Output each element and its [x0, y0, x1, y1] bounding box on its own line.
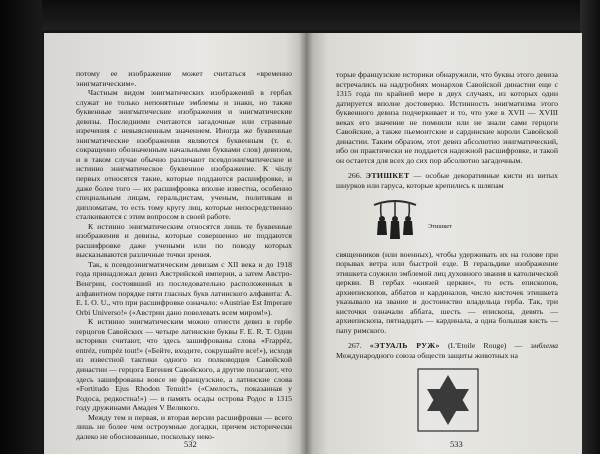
paragraph: Между тем и первая, и вторая версии расшифровки — всего лишь не более чем остроумные догадки, причем исторически далеко не обоснованные, поскольку неко- — [76, 412, 292, 441]
entry-headword: ЭТИШКЕТ — [365, 171, 410, 181]
paragraph: торые французские историки обнаружили, что буквы этого девиза встречались на надгробиях монархов Савойской династии еще с 1315 года по крайней мере в двух случаях, из которых один датируется вполне достоверно. Истинность энигматизма этого буквенного девиза подчеркивает и то, что уже в XVII — XVIII веках его значение не помнили или не знали сами герцоги Савойские, а также пьемонтские и сардинские короли Савойской династии. Таким образом, этот девиз абсолютно энигматический, ибо он практически не поддается надежной расшифровке, и такой он остается для всех до сих пор абсолютно загадочным. — [336, 70, 558, 165]
entry-headword: «ЭТУАЛЬ РУЖ» — [369, 341, 440, 351]
entry-body: (L'Etoile Rouge) — — [447, 341, 523, 351]
right-page — [306, 33, 582, 454]
entry-number: 266. — [348, 171, 362, 181]
entry-number: 267. — [348, 341, 362, 351]
figure-red-star — [336, 367, 558, 437]
right-page-text — [336, 70, 558, 437]
entry-body: — особые декоративные кисти из витых шнурков или гаруса, которые крепились к шляпам — [336, 171, 558, 191]
scan-background-left — [0, 0, 42, 454]
left-page — [44, 33, 306, 454]
paragraph: К истинно энигматическим можно отнести девиз в гербе герцогов Савойских — четыре латинские буквы F. E. R. T. Одни историки считают, что здесь зашифрованы слова «Frappéz, entréz, rompéz tout!» («Бейте, входите, сокрушайте все!»), исходя из известной тактики одного из полководцев Савойской династии — герцога Евгения Савойского, а другие полагают, что здесь зашифрованы вовсе не французские, а латинские слова «Fortitudo Ejus Rhodon Tenuit!» («Смелость, показанная у Родоса, редкостна!») — в память осады острова Родос в 1315 году дружинами Амадея V Великого. — [76, 317, 293, 413]
figure-caption: Этишкет — [428, 222, 452, 230]
page-number-right: 533 — [450, 439, 463, 449]
scan-background-top — [0, 0, 600, 30]
paragraph: потому ее изображение может считаться «временно энигматическим». — [76, 69, 292, 88]
figure-etishket — [336, 197, 558, 245]
entry-body: Международного союза обществ защиты животных на — [336, 351, 518, 361]
paragraph: Так, к псевдоэнигматическим девизам с XII века и до 1918 года принадлежал девиз Австрийской империи, а затем Австро-Венгрии, состоявший из последовательно расположенных в алфавитном порядке пяти гласных букв латинского алфавита: A. E. I. O. U., что при расшифровке означало: «Austriae Est Imperare Orbi Universo!» («Австрии дано повелевать всем миром!»). — [76, 259, 292, 317]
paragraph: священников (или военных), чтобы удерживать их на голове при порывах ветра или быстрой езде. В геральдике изображение этишкета служило эмблемой лиц духовного звания в католической церкви. В гербах «князей церкви», то есть епископов, архиепископов, аббатов и кардиналов, число кисточек этишкета указывало на звание и достоинство владельца герба. Так, три кисточки означали аббата, шесть — епископа, девять — архиепископа, пятнадцать — кардинала, а одна большая кисть — папу римского. — [336, 249, 559, 335]
star-of-david-icon — [416, 367, 480, 433]
book-gutter-shadow — [299, 33, 313, 454]
page-number-left: 532 — [184, 439, 197, 449]
tassel-icon — [370, 199, 420, 243]
left-page-text — [76, 69, 292, 441]
entry-body-italic: эмблема — [530, 341, 559, 351]
entry-267 — [336, 341, 558, 360]
entry-266 — [336, 171, 558, 190]
paragraph: Частным видом энигматических изображений в гербах служат не только непонятные эмблемы и знаки, но также буквенные энигматические изображения и энигматические девизы. Последними считаются загадочные или странные изречения с невыясненным значением. Иногда же буквенные энигматические изображения являются буквенным (т. е. сокращенно обозначенным начальными буквами слов) девизом, и в таком случае обычно различают псевдоэнигматическое и истинно энигматическое буквенное изображение. К чisлу первых относятся такие, которые поддаются расшифровке, и даже более того — их расшифровка вполне известна, особенно специальным лицам, геральдистам, ученым, политикам и дипломатам, то есть тому кругу лиц, которые непосредственно сталкиваются с этим вопросом в своей работе. — [76, 88, 292, 222]
paragraph: К истинно энигматическим относятся лишь те буквенные изображения и девизы, которые совершенно не поддаются расшифровке даже учеными или по поводу которых высказываются различные точки зрения. — [76, 221, 292, 260]
scan-background-right — [580, 0, 600, 454]
